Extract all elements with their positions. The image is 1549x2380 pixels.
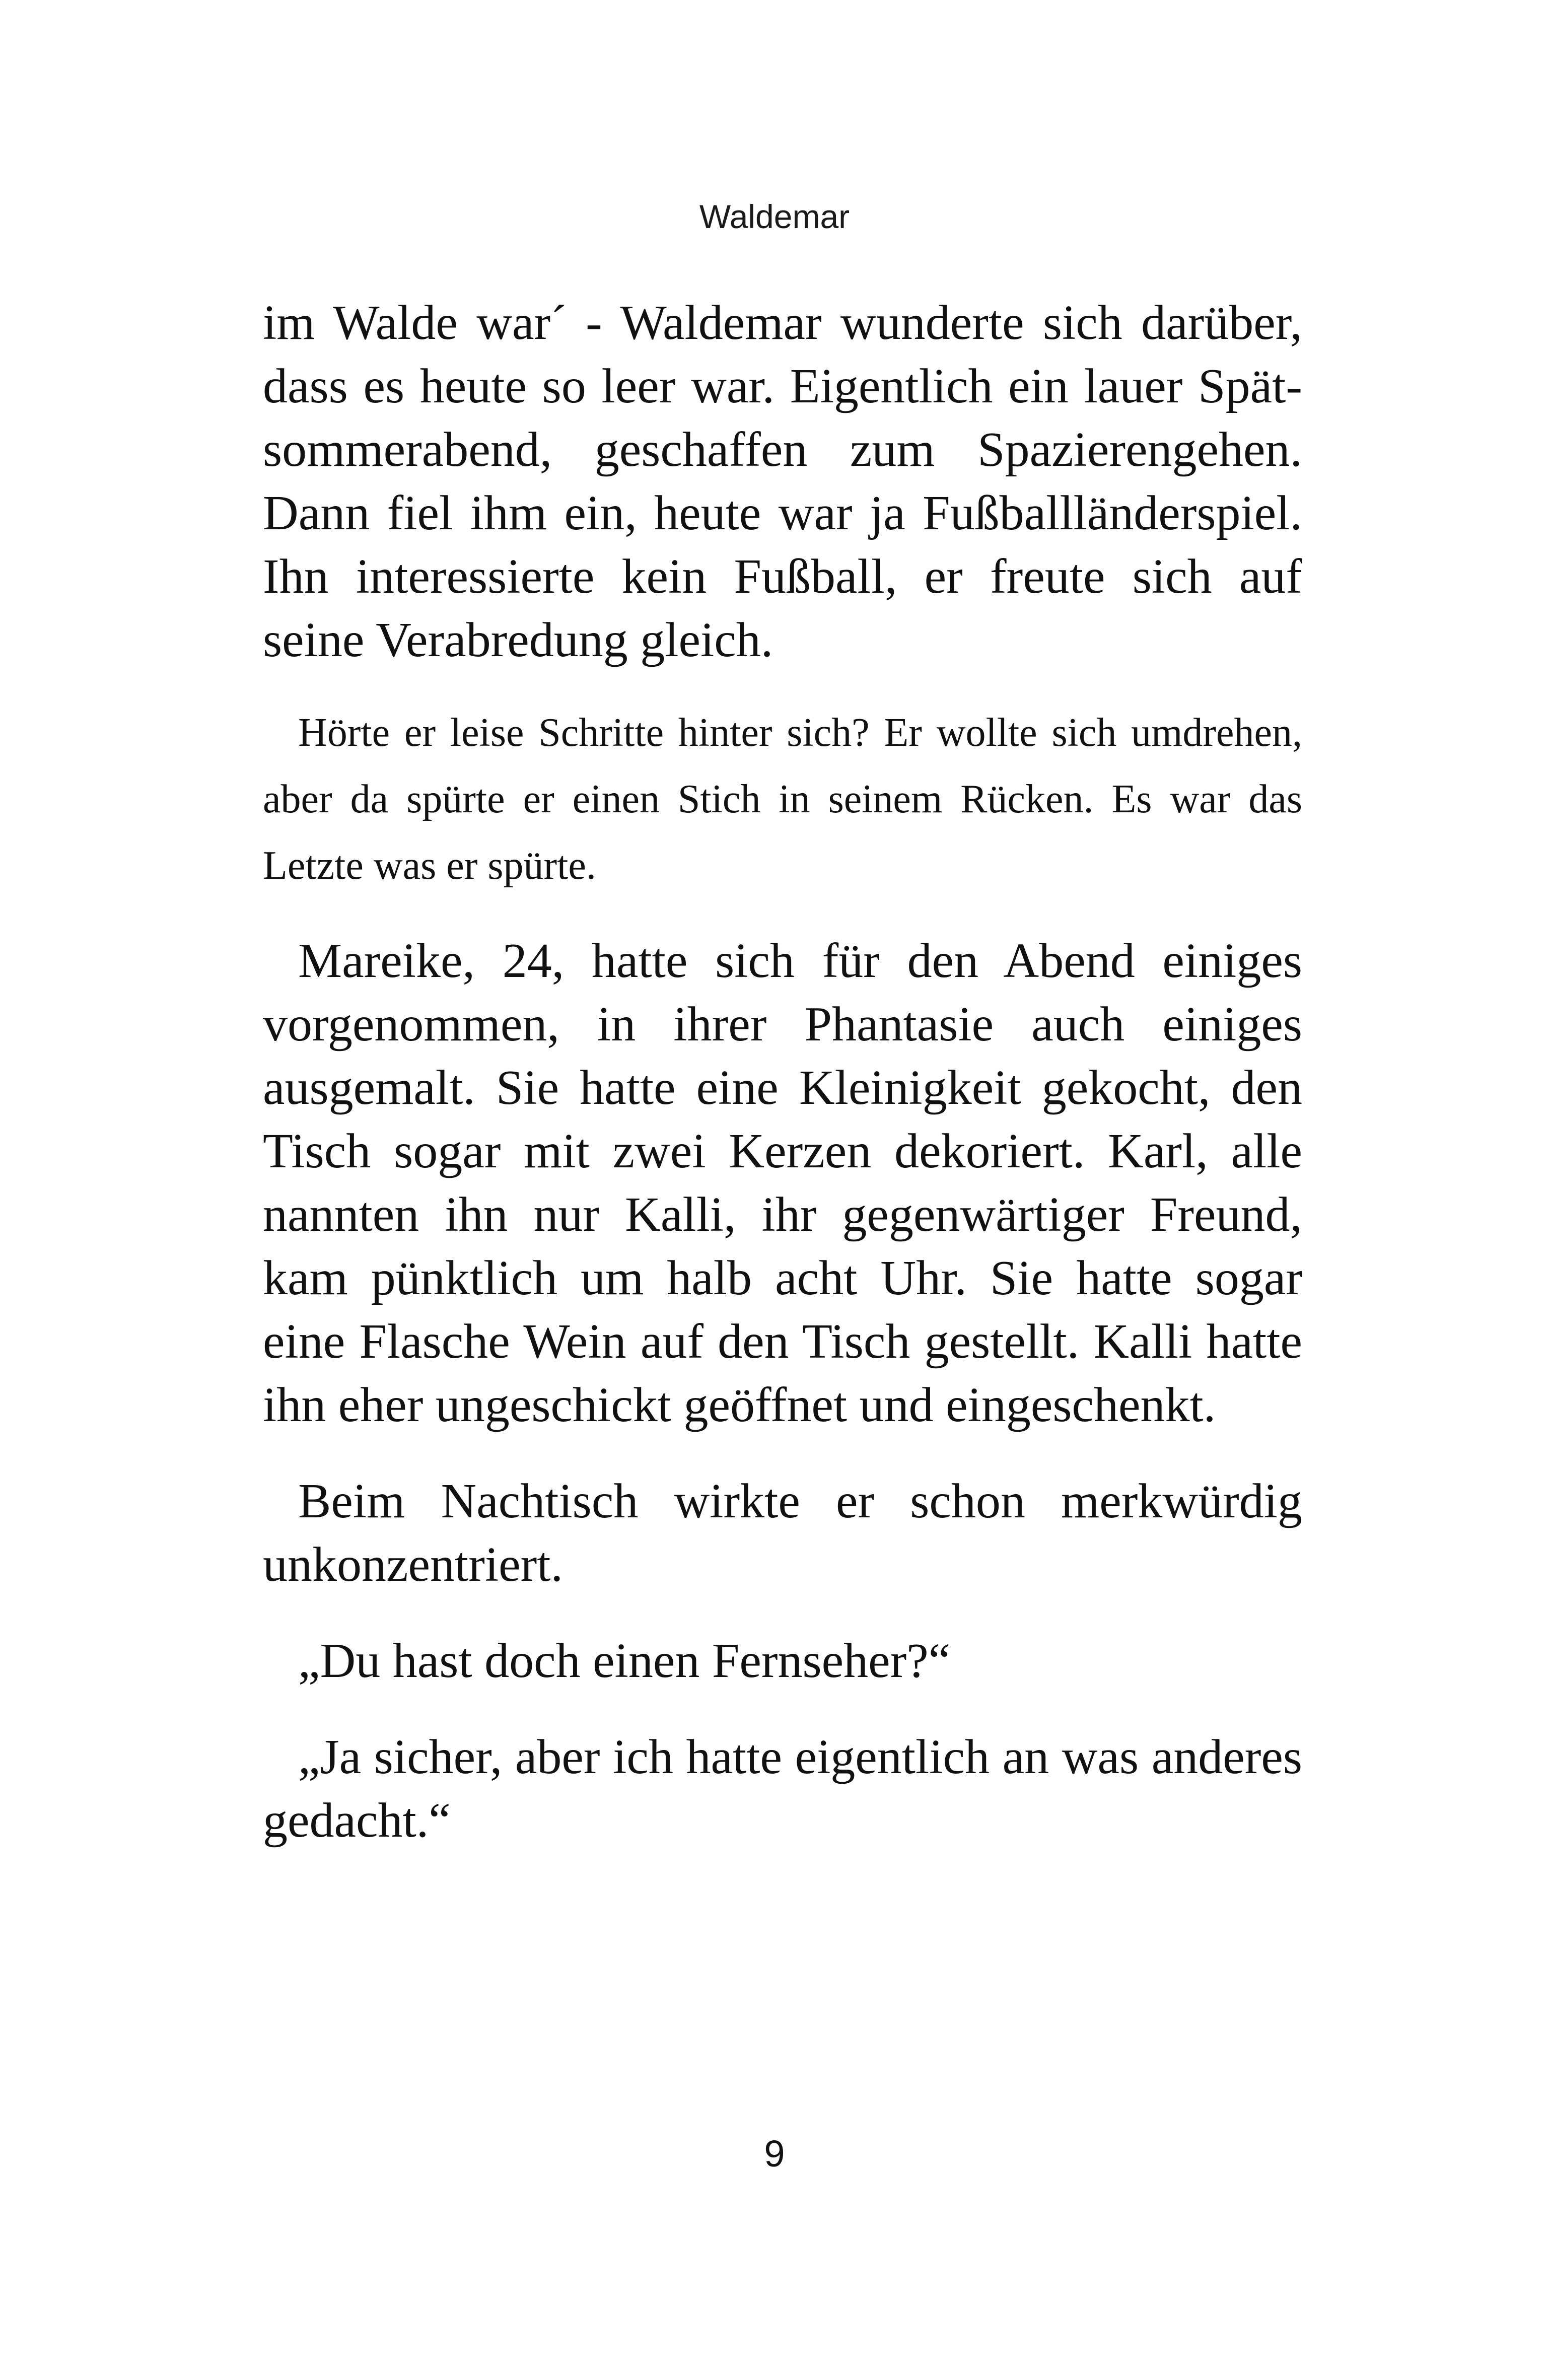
paragraph-mareike: Mareike, 24, hatte sich für den Abend einiges vorgenommen, in ihrer Phantasie auch einiges ausgemalt. Sie hatte eine Kleinigkeit gekocht, den Tisch sogar mit zwei Kerzen dekoriert. Karl, alle nannten ihn nur Kalli, ihr gegenwärtiger Freund, kam pünktlich um halb acht Uhr. Sie hatte sogar eine Flasche Wein auf den Tisch gestellt. Kalli hatte ihn eher ungeschickt geöffnet und eingeschenkt. [263,934,1302,1432]
paragraph-dessert: Beim Nachtisch wirkte er schon merkwürdig unkonzentriert. [263,1474,1302,1592]
paragraph-continuation: im Walde war´ - Waldemar wunderte sich darüber, dass es heute so leer war. Eigentlich ein lauer Spätsommerabend, geschaffen zum Spazierengehen. Dann fiel ihm ein, heute war ja Fußballländerspiel. Ihn interessierte kein Fußball, er freute sich auf seine Verabredung gleich. [263,296,1302,667]
running-header: Waldemar [699,198,850,235]
body-text [263,291,1302,1852]
page-number: 9 [764,2133,785,2175]
dialogue-line-reply: „Ja sicher, aber ich hatte eigentlich an was anderes gedacht.“ [263,1730,1302,1848]
paragraph-footsteps: Hörte er leise Schritte hinter sich? Er wollte sich umdrehen, aber da spürte er einen Stich in seinem Rücken. Es war das Letzte was er spürte. [263,711,1302,888]
dialogue-line-tv: „Du hast doch einen Fernseher?“ [298,1634,951,1688]
